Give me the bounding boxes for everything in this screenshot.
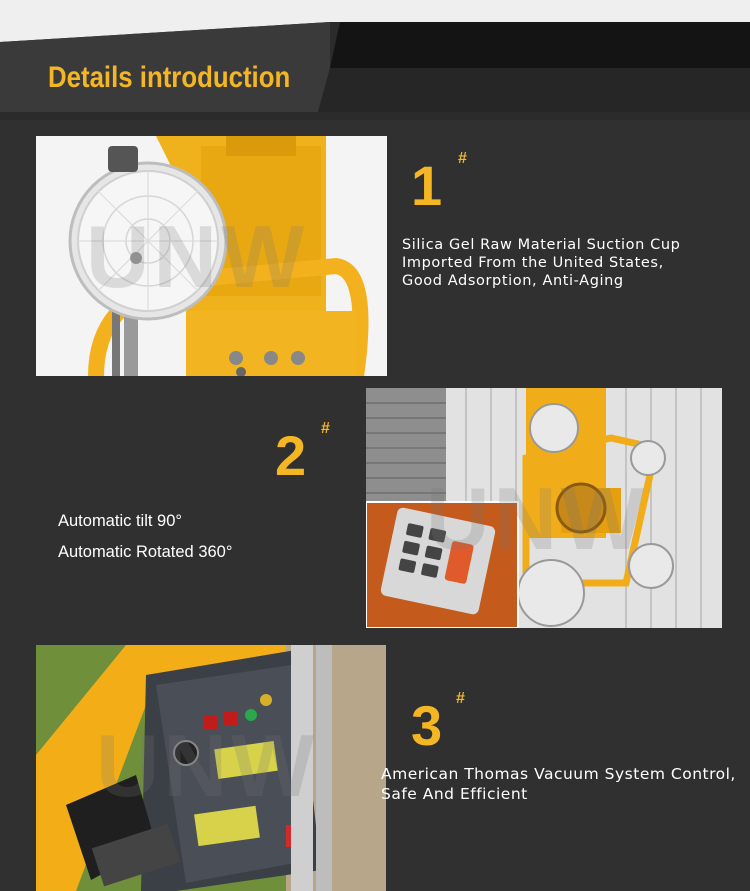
feature-2-line: Automatic Rotated 360° [58, 543, 233, 561]
feature-2-hash: # [321, 420, 330, 437]
feature-1-number: 1 [411, 154, 443, 217]
header-banner [0, 0, 750, 120]
watermark: UNW [96, 716, 319, 815]
watermark: UNW [86, 207, 309, 306]
feature-3-line: American Thomas Vacuum System Control, [381, 765, 736, 783]
page-title: Details introduction [48, 61, 291, 94]
tilt-rotate-photo [366, 388, 722, 628]
feature-3-hash: # [456, 690, 465, 707]
feature-3-line: Safe And Efficient [381, 785, 528, 803]
feature-1-hash: # [458, 150, 467, 167]
feature-1-line: Imported From the United States, [402, 255, 664, 271]
feature-1-line: Good Adsorption, Anti-Aging [402, 273, 624, 289]
feature-3-number: 3 [411, 694, 443, 757]
watermark: UNW [426, 469, 649, 568]
feature-2-number: 2 [275, 424, 307, 487]
feature-2-line: Automatic tilt 90° [58, 512, 182, 530]
feature-1-line: Silica Gel Raw Material Suction Cup [402, 237, 681, 253]
vacuum-control-photo [36, 645, 386, 891]
suction-cup-photo [36, 136, 387, 376]
